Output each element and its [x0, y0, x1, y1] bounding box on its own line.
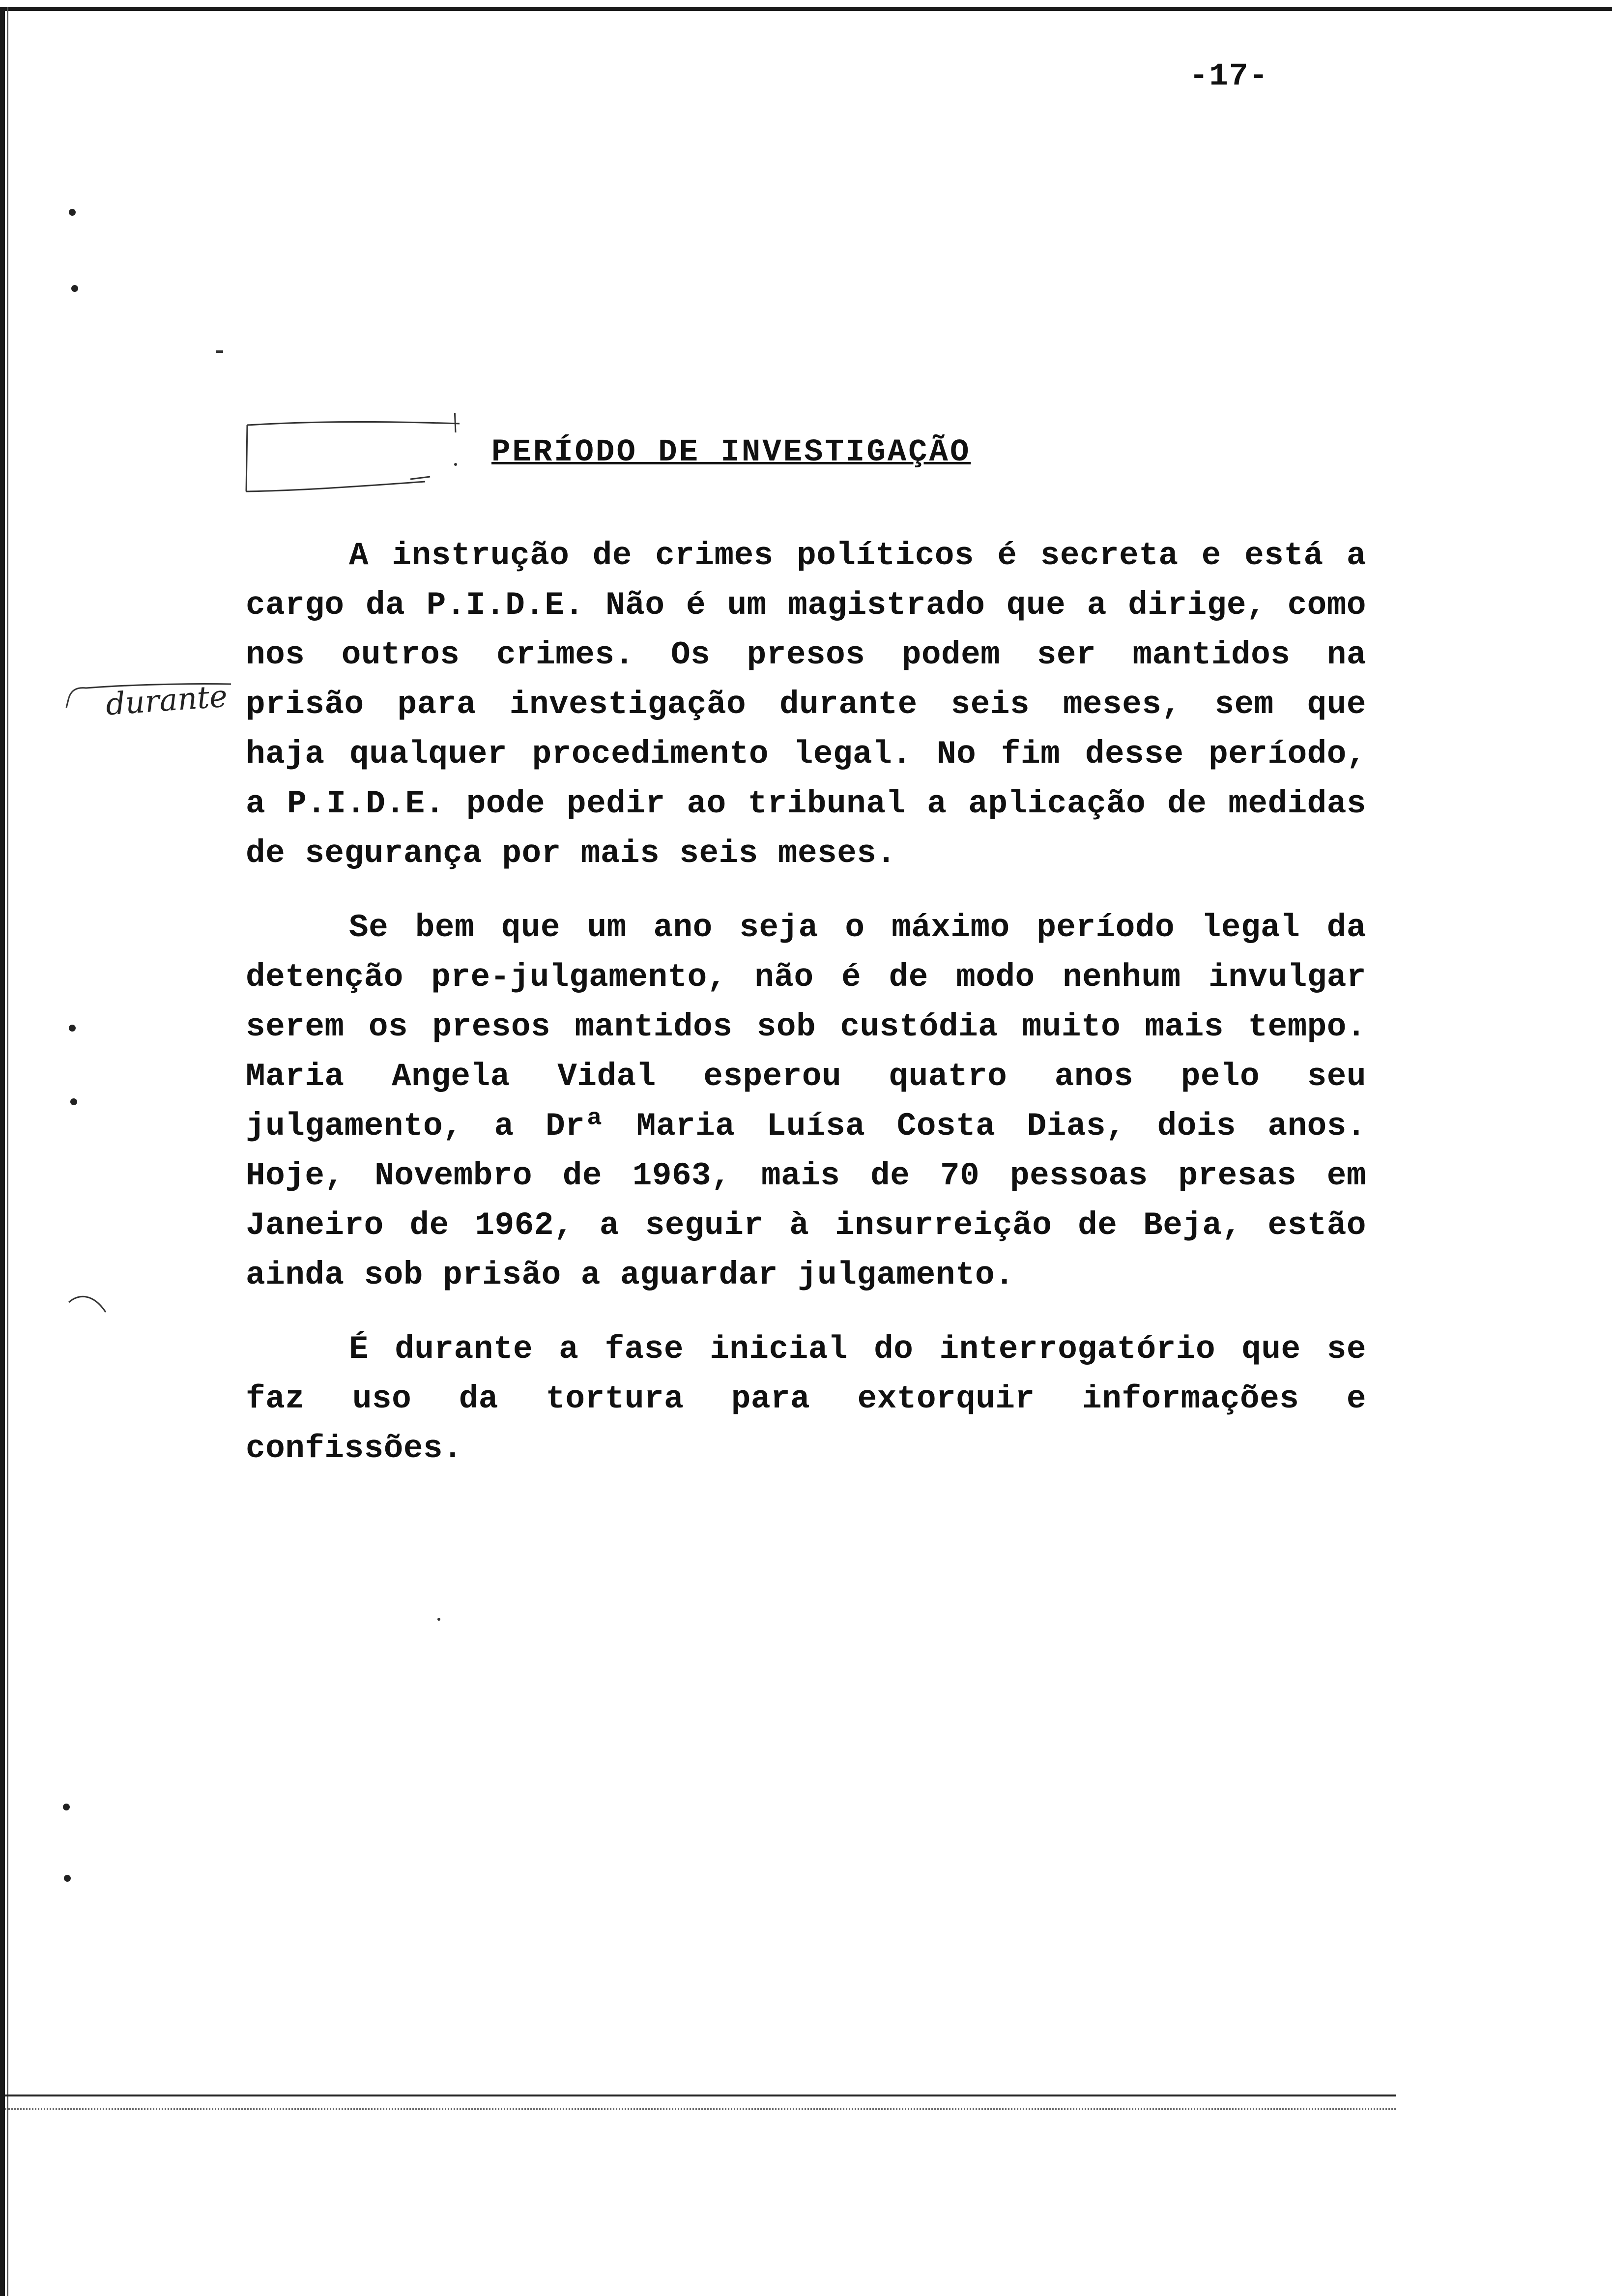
punch-hole-mark	[64, 1875, 71, 1882]
heading-bracket-sketch	[243, 413, 464, 506]
paragraph: É durante a fase inicial do interrogatório que se faz uso da tortura para extorquir informações e confissões.	[246, 1331, 1366, 1467]
bottom-rule-dotted	[5, 2108, 1396, 2110]
punch-hole-mark	[69, 209, 76, 216]
margin-annotation: durante	[104, 678, 229, 722]
punch-hole-mark	[71, 285, 78, 292]
section-heading: PERÍODO DE INVESTIGAÇÃO	[491, 435, 971, 470]
bracket-sketch-icon	[243, 413, 464, 506]
body-text	[246, 531, 1366, 1498]
paragraph: Se bem que um ano seja o máximo período legal da detenção pre-julgamento, não é de modo nenhum invulgar serem os presos mantidos sob custódia muito mais tempo. Maria Angela Vidal esperou quatro anos pelo seu julgamento, a Drª Maria Luísa Costa Dias, dois anos. Hoje, Novembro de 1963, mais de 70 pessoas presas em Janeiro de 1962, a seguir à insurreição de Beja, estão ainda sob prisão a aguardar julgamento.	[246, 909, 1366, 1293]
page-frame-left	[0, 7, 5, 2296]
stray-dot-mark	[437, 1618, 440, 1621]
page-frame-top	[0, 7, 1612, 11]
stray-dash-mark	[216, 350, 223, 353]
bottom-rule	[5, 2095, 1396, 2096]
punch-hole-mark	[69, 1025, 76, 1032]
page-number: -17-	[1189, 59, 1269, 94]
page-frame-left-inner	[7, 7, 8, 2296]
paragraph: A instrução de crimes políticos é secreta e está a cargo da P.I.D.E. Não é um magistrado que a dirige, como nos outros crimes. Os presos podem ser mantidos na prisão para investigação durante seis meses, sem que haja qualquer procedimento legal. No fim desse período, a P.I.D.E. pode pedir ao tribunal a aplicação de medidas de segurança por mais seis meses.	[246, 537, 1366, 872]
punch-hole-mark	[70, 1098, 77, 1105]
punch-hole-mark	[63, 1804, 70, 1810]
margin-bracket-mark-icon	[66, 1292, 115, 1322]
